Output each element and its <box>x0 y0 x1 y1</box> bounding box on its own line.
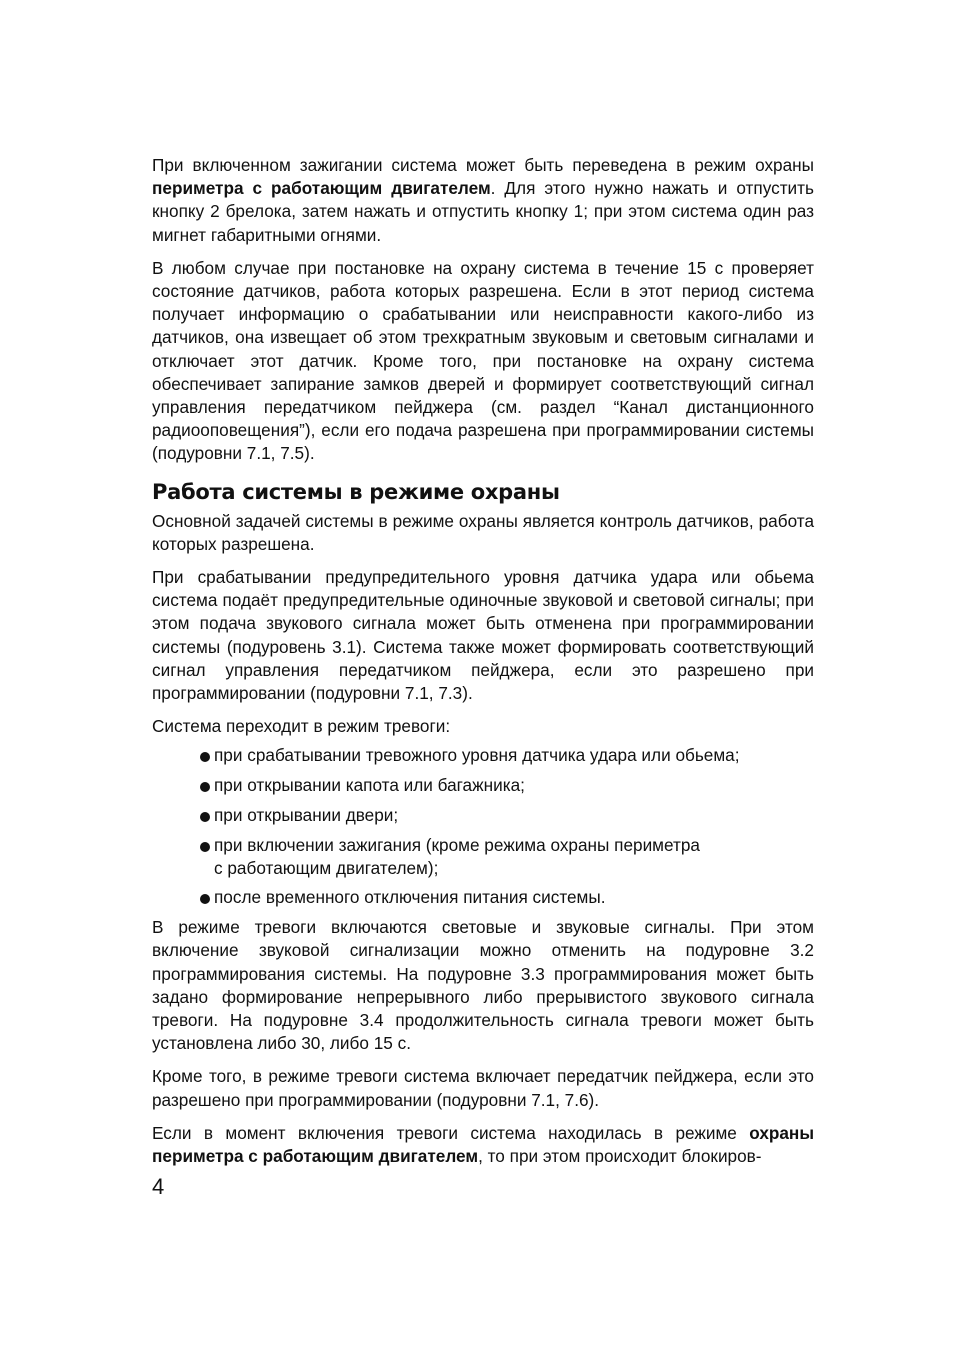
bold-term: периметра с работающим двигателем <box>152 178 491 199</box>
paragraph-warning-level: При срабатывании предупредительного уровня датчика удара или обьема система подаёт предупредительные одиночные звуковой и световой сигналы; при этом подача звукового сигнала может быть отменена при программировании системы (подуровень 3.1). Система также может формировать соответствующий сигнал управления передатчиком пейджера, если это разрешено при программировании (подуровни 7.1, 7.3). <box>152 567 814 704</box>
bullet-icon <box>200 812 210 822</box>
paragraph-pager: Кроме того, в режиме тревоги система включает передатчик пейджера, если это разрешено при программировании (подуровни 7.1, 7.6). <box>152 1066 814 1110</box>
paragraph-text: При включенном зажигании система может быть переведена в режим охраны <box>152 155 814 175</box>
paragraph-engine-block <box>152 1122 814 1168</box>
list-item: при срабатывании тревожного уровня датчика удара или обьема; <box>200 744 814 767</box>
list-item: после временного отключения питания системы. <box>200 886 814 909</box>
page-body <box>152 154 814 1178</box>
bullet-icon <box>200 752 210 762</box>
paragraph-alarm-signals: В режиме тревоги включаются световые и звуковые сигналы. При этом включение звуковой сигнализации можно отменить на подуровне 3.2 программирования системы. На подуровне 3.3 программирования может быть задано формирование непрерывного либо прерывистого звукового сигнала тревоги. На подуровне 3.4 продолжительность сигнала тревоги может быть установлена либо 30, либо 15 с. <box>152 917 814 1054</box>
list-item: при открывании капота или багажника; <box>200 774 814 797</box>
list-item: при включении зажигания (кроме режима охраны периметра с работающим двигателем); <box>200 834 814 880</box>
bold-term: охраны периметра с работающим двигателем <box>152 1122 814 1167</box>
list-item: при открывании двери; <box>200 804 814 827</box>
bullet-icon <box>200 782 210 792</box>
paragraph-text: Если в момент включения тревоги система находилась в режиме <box>152 1122 750 1143</box>
paragraph-text: , то при этом происходит блокиров- <box>478 1146 762 1167</box>
bullet-icon <box>200 894 210 904</box>
paragraph-alarm-intro: Система переходит в режим тревоги: <box>152 716 451 737</box>
paragraph-text: . Для этого нужно нажать и отпустить кнопку 2 брелока, затем нажать и отпустить кнопку 1; при этом система один раз мигнет габаритными огнями. <box>152 178 814 245</box>
bullet-icon <box>200 842 210 852</box>
section-heading: Работа системы в режиме охраны <box>152 479 560 504</box>
page-number: 4 <box>152 1174 165 1199</box>
alarm-conditions-list <box>152 744 814 909</box>
paragraph-arming-check: В любом случае при постановке на охрану система в течение 15 с проверяет состояние датчиков, работа которых разрешена. Если в этот период система получает информацию о срабатывании или неисправности какого-либо из датчиков, она извещает об этом трехкратным звуковым и световым сигналами и отключает этот датчик. Кроме того, при постановке на охрану система обеспечивает запирание замков дверей и формирует соответствующий сигнал управления передатчиком пейджера (см. раздел “Канал дистанционного радиооповещения”), если его подача разрешена при программировании системы (подуровни 7.1, 7.5). <box>152 257 814 464</box>
paragraph-perimeter-mode <box>152 154 814 247</box>
paragraph-main-task: Основной задачей системы в режиме охраны является контроль датчиков, работа которых разрешена. <box>152 510 814 554</box>
